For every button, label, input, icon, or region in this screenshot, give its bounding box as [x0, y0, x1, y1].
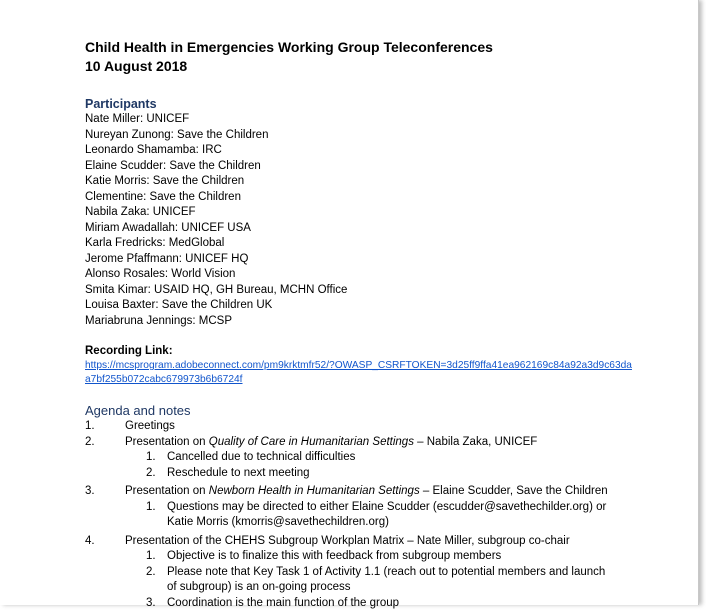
participant: Nabila Zaka: UNICEF: [85, 205, 645, 221]
agenda-text: Greetings: [125, 419, 645, 435]
participant: Leonardo Shamamba: IRC: [85, 143, 645, 159]
agenda-subitem: [146, 565, 645, 596]
participants-list: [85, 112, 645, 329]
agenda-subitem: [146, 500, 645, 531]
recording-link[interactable]: [85, 359, 645, 387]
recording-url-line-1[interactable]: https://mcsprogram.adobeconnect.com/pm9krktmfr52/?OWASP_CSRFTOKEN=3d25ff9ffa41ea962169c84a92a3d9c63da: [85, 359, 645, 373]
participant: Katie Morris: Save the Children: [85, 174, 645, 190]
title-date: 10 August 2018: [85, 57, 645, 76]
participant: Mariabruna Jennings: MCSP: [85, 314, 645, 330]
agenda-text: [125, 435, 645, 451]
participant: Miriam Awadallah: UNICEF USA: [85, 221, 645, 237]
participant: Alonso Rosales: World Vision: [85, 267, 645, 283]
participant: Elaine Scudder: Save the Children: [85, 159, 645, 175]
document-title: [85, 38, 645, 76]
subitem-number: 2.: [146, 466, 156, 482]
agenda-subitem: [146, 596, 645, 611]
subitem-text-line: Please note that Key Task 1 of Activity 1.1 (reach out to potential members and launch: [167, 565, 645, 581]
agenda-item: [85, 534, 645, 550]
agenda-topic: Quality of Care in Humanitarian Settings: [209, 436, 414, 448]
agenda-number: 2.: [85, 435, 95, 451]
subitem-number: 3.: [146, 596, 156, 611]
subitem-number: 1.: [146, 450, 156, 466]
agenda-subitem: [146, 466, 645, 482]
agenda-presenter: – Nabila Zaka, UNICEF: [414, 436, 537, 448]
subitem-text: Coordination is the main function of the group: [167, 596, 645, 611]
subitem-text: [167, 500, 645, 531]
agenda-heading: Agenda and notes: [85, 402, 645, 419]
agenda-item: [85, 419, 645, 435]
participant: Jerome Pfaffmann: UNICEF HQ: [85, 252, 645, 268]
document-body: [85, 38, 645, 611]
participant: Louisa Baxter: Save the Children UK: [85, 298, 645, 314]
agenda-number: 1.: [85, 419, 95, 435]
agenda-number: 3.: [85, 484, 95, 500]
title-line-1: Child Health in Emergencies Working Group Teleconferences: [85, 38, 645, 57]
subitem-text-line: of subgroup) is an on-going process: [167, 580, 645, 596]
agenda-number: 4.: [85, 534, 95, 550]
participant: Karla Fredricks: MedGlobal: [85, 236, 645, 252]
agenda-item: [85, 435, 645, 451]
agenda-item: [85, 484, 645, 500]
agenda-subitem: [146, 549, 645, 565]
recording-url-line-2[interactable]: a7bf255b072cabc679973b6b6724f: [85, 373, 645, 387]
subitem-number: 2.: [146, 565, 156, 581]
subitem-text-line: Katie Morris (kmorris@savethechildren.org): [167, 515, 645, 531]
participants-heading: Participants: [85, 96, 645, 112]
agenda-topic: Newborn Health in Humanitarian Settings: [209, 485, 420, 497]
agenda-text-pre: Presentation on: [125, 436, 209, 448]
recording-link-label: Recording Link:: [85, 343, 645, 359]
subitem-text: Objective is to finalize this with feedback from subgroup members: [167, 549, 645, 565]
subitem-text: [167, 565, 645, 596]
subitem-number: 1.: [146, 500, 156, 516]
subitem-text: Reschedule to next meeting: [167, 466, 645, 482]
participant: Nureyan Zunong: Save the Children: [85, 128, 645, 144]
participant: Clementine: Save the Children: [85, 190, 645, 206]
agenda-text-pre: Presentation on: [125, 485, 209, 497]
participant: Smita Kimar: USAID HQ, GH Bureau, MCHN Office: [85, 283, 645, 299]
agenda-presenter: – Elaine Scudder, Save the Children: [420, 485, 608, 497]
agenda-subitem: [146, 450, 645, 466]
participant: Nate Miller: UNICEF: [85, 112, 645, 128]
subitem-number: 1.: [146, 549, 156, 565]
subitem-text: Cancelled due to technical difficulties: [167, 450, 645, 466]
agenda-text: Presentation of the CHEHS Subgroup Workplan Matrix – Nate Miller, subgroup co-chair: [125, 534, 645, 550]
subitem-text-line: Questions may be directed to either Elaine Scudder (escudder@savethechilder.org) or: [167, 500, 645, 516]
agenda-text: [125, 484, 645, 500]
